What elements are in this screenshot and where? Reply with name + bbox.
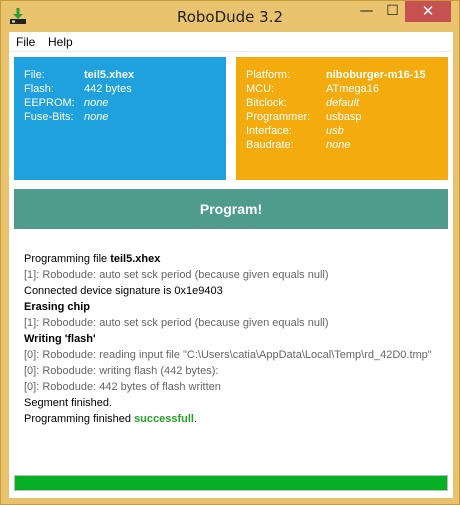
log-line: Segment finished. (24, 397, 113, 409)
mcu-label: MCU: (246, 83, 275, 95)
progress-fill (15, 476, 447, 490)
menu-file[interactable]: File (16, 35, 36, 49)
log-line-text: Programming file (24, 253, 111, 265)
interface-label: Interface: (246, 125, 292, 137)
programmer-label: Programmer: (246, 111, 311, 123)
client-area (9, 32, 453, 498)
programmer-value: usbasp (326, 111, 362, 123)
eeprom-label: EEPROM: (24, 97, 75, 109)
log-line-end: . (193, 413, 198, 425)
title-bar[interactable] (1, 1, 459, 32)
log-line: [1]: Robodude: auto set sck period (because given equals null) (24, 317, 329, 329)
window-title: RoboDude 3.2 (176, 8, 284, 26)
log-line: [0]: Robodude: writing flash (442 bytes): (24, 365, 219, 377)
log-line: [0]: Robodude: 442 bytes of flash written (24, 381, 221, 393)
file-value: teil5.xhex (84, 69, 135, 81)
fuse-label: Fuse-Bits: (24, 111, 74, 123)
log-status: successfull (134, 413, 194, 425)
log-line (24, 411, 444, 427)
log-heading: Erasing chip (24, 301, 91, 313)
baudrate-value: none (326, 139, 351, 151)
flash-label: Flash: (24, 83, 54, 95)
minimize-button[interactable]: — (359, 3, 374, 19)
output-log (24, 251, 444, 427)
bitclock-value: default (326, 97, 360, 109)
log-line: Connected device signature is 0x1e9403 (24, 285, 223, 297)
log-line (24, 251, 444, 267)
log-line-text: Programming finished (24, 413, 135, 425)
log-line-file: teil5.xhex (110, 253, 161, 265)
bitclock-label: Bitclock: (246, 97, 287, 109)
platform-value: niboburger-m16-15 (326, 69, 426, 81)
program-button[interactable]: Program! (14, 189, 448, 229)
flash-value: 442 bytes (84, 83, 132, 95)
eeprom-value: none (84, 97, 109, 109)
platform-label: Platform: (246, 69, 291, 81)
mcu-value: ATmega16 (326, 83, 379, 95)
log-heading: Writing 'flash' (24, 333, 96, 345)
maximize-button[interactable]: ☐ (386, 3, 399, 19)
log-line: [0]: Robodude: reading input file "C:\Users\catia\AppData\Local\Temp\rd_42D0.tmp" (24, 349, 432, 361)
device-info-panel (236, 57, 448, 180)
close-button[interactable]: ✕ (405, 1, 451, 22)
baudrate-label: Baudrate: (246, 139, 294, 151)
file-info-panel (14, 57, 226, 180)
interface-value: usb (326, 125, 344, 137)
progress-bar (14, 475, 448, 491)
fuse-value: none (84, 111, 109, 123)
menu-bar (9, 32, 453, 52)
file-label: File: (24, 69, 45, 81)
menu-help[interactable]: Help (48, 35, 73, 49)
log-line: [1]: Robodude: auto set sck period (because given equals null) (24, 269, 329, 281)
